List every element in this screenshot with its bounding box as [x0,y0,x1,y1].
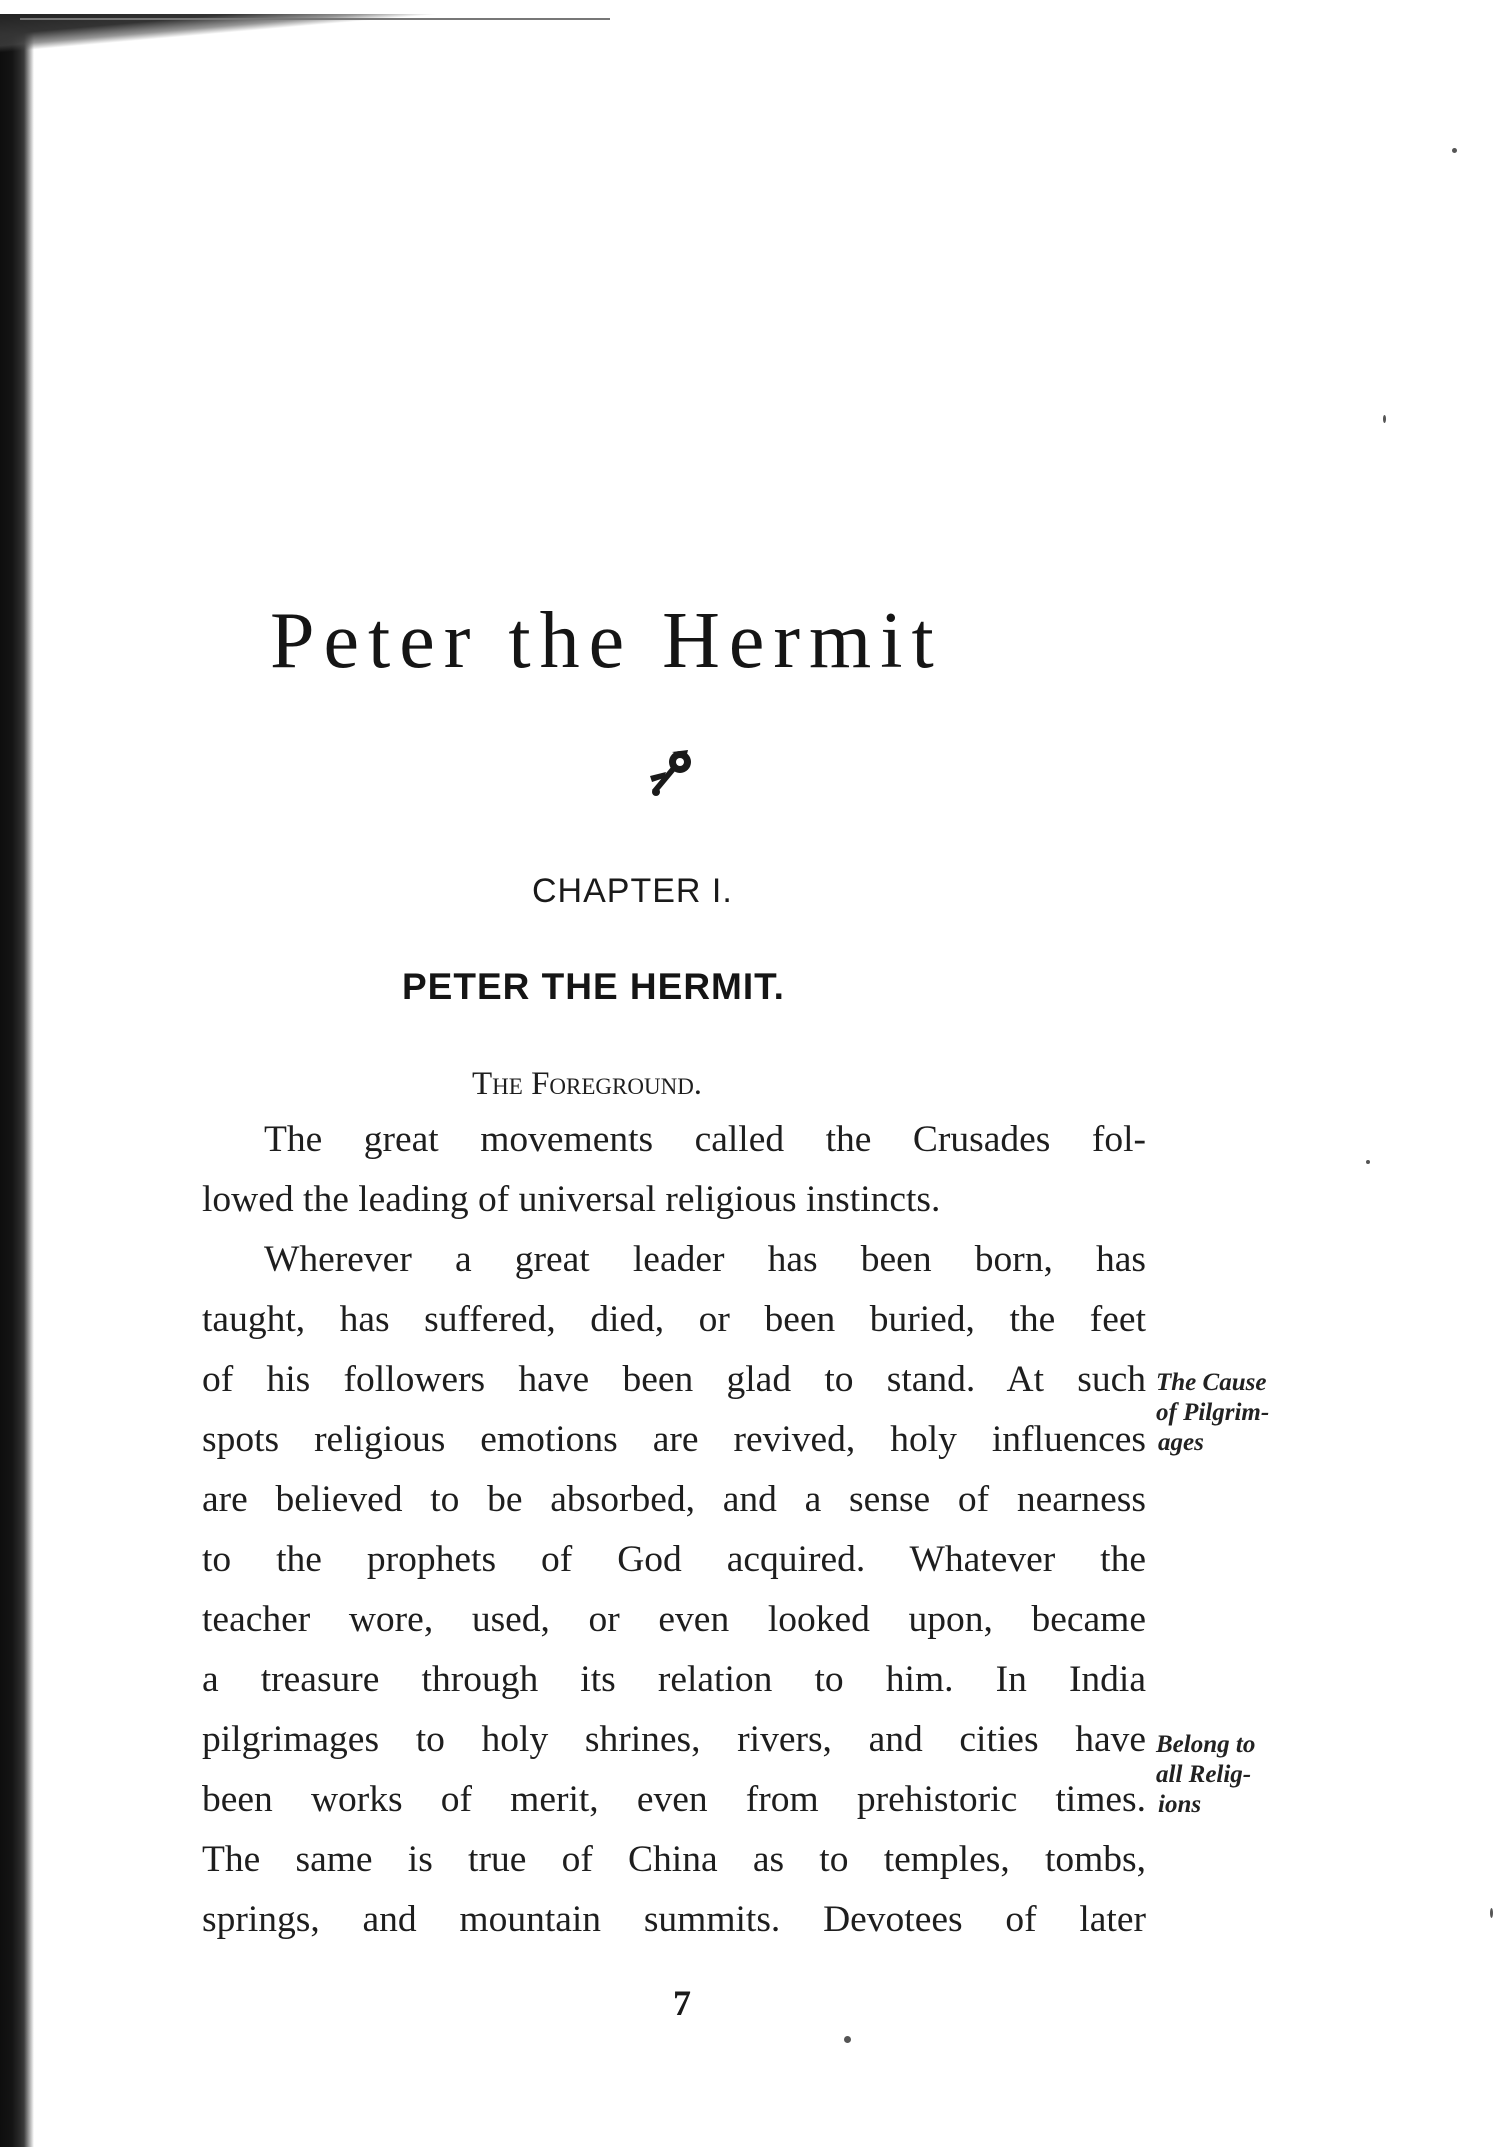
book-title: Peter the Hermit [270,597,943,685]
sidenote-line: ages [1158,1429,1204,1456]
sidenote-line: all Relig- [1156,1761,1252,1788]
page-edge-line [20,18,610,20]
paper-speck [1383,415,1386,423]
section-heading: The Foreground. [472,1066,703,1102]
body-text-line: springs, and mountain summits. Devotees of later [202,1899,1146,1940]
fleuron-icon [642,746,698,802]
body-text-line: to the prophets of God acquired. Whatever the [202,1539,1146,1580]
sidenote-cause-of-pilgrimages [1156,1368,1336,1458]
paper-speck [1452,148,1457,153]
body-text-line: a treasure through its relation to him. In India [202,1659,1146,1700]
page-number: 7 [673,1983,691,2023]
paper-speck [1366,1160,1370,1164]
paper-speck [1490,1908,1493,1918]
page-edge-shadow [0,14,610,74]
body-text-line: spots religious emotions are revived, holy influences [202,1419,1146,1460]
body-text-line: The same is true of China as to temples, tombs, [202,1839,1146,1880]
body-text-line: teacher wore, used, or even looked upon, became [202,1599,1146,1640]
body-text-line: lowed the leading of universal religious instincts. [202,1179,941,1220]
sidenote-line: of Pilgrim- [1156,1399,1270,1426]
body-text-line: pilgrimages to holy shrines, rivers, and cities have [202,1719,1146,1760]
chapter-label: CHAPTER I. [532,872,733,910]
body-text-line: of his followers have been glad to stand. At such [202,1359,1146,1400]
paper-speck [844,2036,851,2043]
book-spine-shadow [0,30,34,2147]
body-text-line: are believed to be absorbed, and a sense of nearness [202,1479,1146,1520]
body-text-line: Wherever a great leader has been born, has [264,1239,1146,1280]
sidenote-line: The Cause [1156,1369,1267,1396]
body-text-line: The great movements called the Crusades fol- [264,1119,1146,1160]
sidenote-belong-to-all-religions [1156,1730,1336,1820]
chapter-title: PETER THE HERMIT. [402,966,785,1007]
body-text-line: been works of merit, even from prehistoric times. [202,1779,1146,1820]
sidenote-line: ions [1158,1791,1202,1818]
body-text-line: taught, has suffered, died, or been buried, the feet [202,1299,1146,1340]
sidenote-line: Belong to [1156,1731,1256,1758]
